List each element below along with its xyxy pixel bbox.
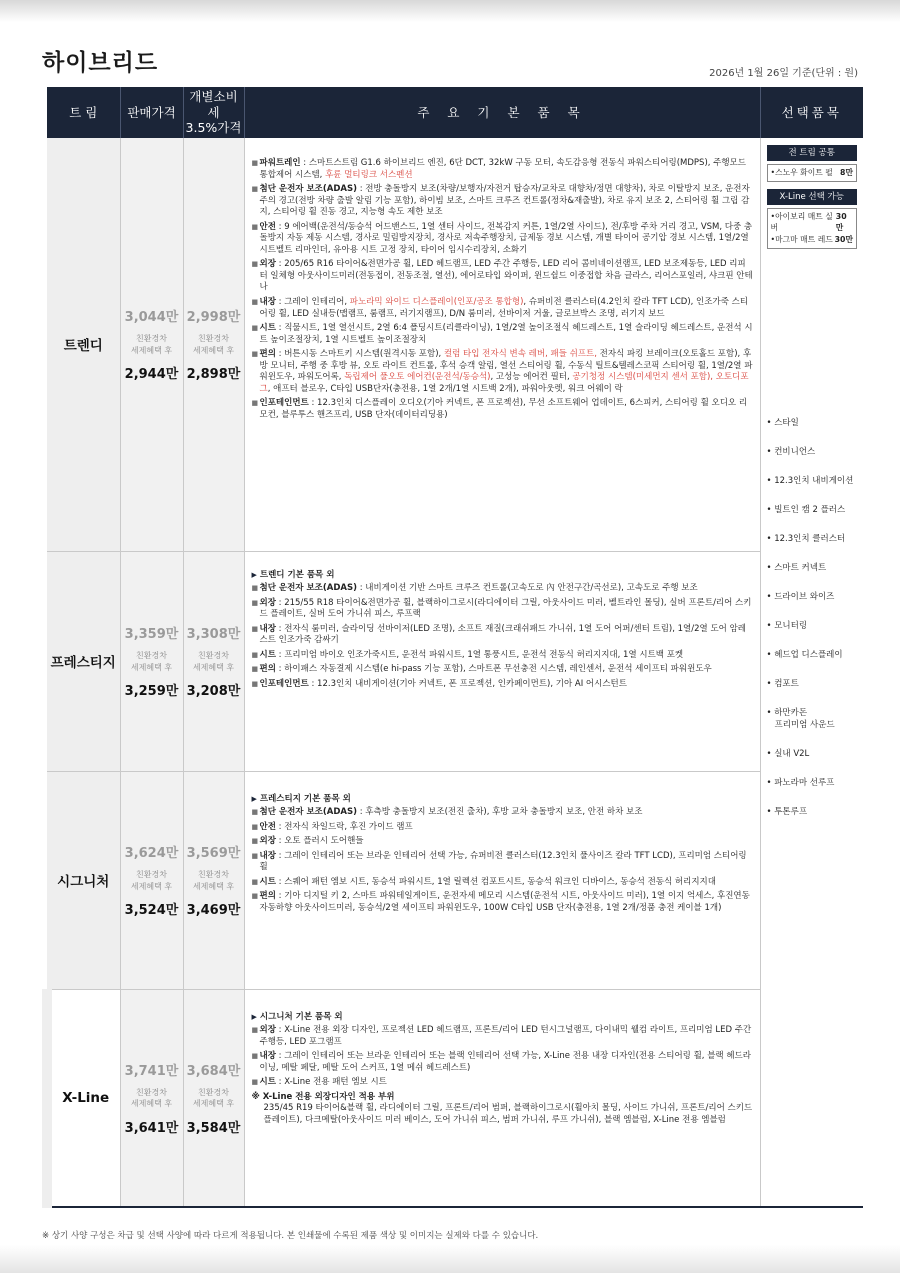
xline-note-label: ※ X-Line 전용 외장디자인 적용 부위 (251, 1091, 395, 1102)
base-features-note: ▶ 시그니처 기본 품목 외 (251, 1011, 343, 1022)
price-sub-label: 친환경차 세제혜택 후 (130, 1087, 173, 1109)
option-item: • 파노라마 선루프 (766, 777, 835, 788)
price-final: 3,641만 (124, 1120, 179, 1136)
option-list (767, 418, 869, 818)
price-sub-label: 친환경차 세제혜택 후 (130, 650, 173, 672)
feature-adas: ■ 첨단 운전자 보조(ADAS) : 전방 충돌방지 보조(차량/보행자/자전거 탑승자/교차로 대향차/정면 대향차), 차로 이탈방지 보조, 운전자 주의 경고(전방 차량 출발 알림 기능 포함), 하이빔 보조, 스마트 크루즈 컨트롤(정차&재출발), 차로 유지 보조 2, 스티어링 휠 그립 감지, 스티어링 휠 진동 경고, 지능형 속도 제한 보조 (251, 184, 750, 218)
tax-price-final: 3,584만 (186, 1120, 241, 1136)
feature-interior: ■ 내장 : 그레이 인테리어 또는 브라운 인테리어 또는 블랙 인테리어 선택 가능, X-Line 전용 내장 디자인(전용 스티어링 휠, 블랙 헤드라이닝, 메탈 페달, 메탈 도어 스커프, 1열 메쉬 헤드레스트) (251, 1051, 751, 1073)
table-row (47, 551, 863, 771)
trim-name: 트렌디 (47, 138, 120, 551)
option-item: • 실내 V2L (766, 748, 810, 759)
header-price: 판매가격 (120, 87, 183, 138)
feature-powertrain: ■ 파워트레인 : 스마트스트림 G1.6 하이브리드 엔진, 6단 DCT, 32kW 구동 모터, 속도감응형 전동식 파워스티어링(MDPS), 주행모드 통합제어 시스템, 후륜 멀티링크 서스펜션 (251, 158, 747, 180)
feature-infotainment: ■ 인포테인먼트 : 12.3인치 디스플레이 오디오(기아 커넥트, 폰 프로젝션), 무선 소프트웨어 업데이트, 6스피커, 스티어링 휠 오디오 리모컨, 블루투스 핸즈프리, USB 단자(데이터리딩용) (251, 398, 748, 420)
xline-note-text: 235/45 R19 타이어&블랙 휠, 라디에이터 그릴, 프론트/리어 범퍼, 블랙하이그로시(휠아치 몰딩, 사이드 가니쉬, 프론트/리어 스키드 플레이트), 다크메탈(아웃사이드 미러 베이스, 도어 가니쉬 피스, 범퍼 가니쉬, 루프 가니쉬), 블랙 엠블럼, X-Line 전용 엠블럼 (263, 1103, 753, 1125)
option-item: • 헤드업 디스플레이 (766, 650, 843, 661)
tax-price-value: 3,569만 (186, 845, 241, 861)
tax-price-cell (183, 989, 244, 1207)
base-features-note: ▶ 프레스티지 기본 품목 외 (251, 793, 351, 804)
table-header (47, 87, 863, 138)
feature-seat: ■ 시트 : 직물시트, 1열 열선시트, 2열 6:4 폴딩시트(리클라이닝), 1열/2열 높이조절식 헤드레스트, 1열 슬라이딩 헤드레스트, 운전석 시트 높이조절장치, 1열 시트벨트 높이조절장치 (251, 323, 753, 345)
trim-name: 시그니처 (47, 771, 120, 989)
tax-price-cell (183, 138, 244, 551)
table-row (47, 138, 863, 551)
features-trendy (244, 138, 760, 551)
options-xline-header: X-Line 선택 가능 (767, 189, 858, 205)
tax-price-final: 3,469만 (186, 903, 241, 919)
price-value: 3,044만 (124, 310, 179, 326)
header-features: 주 요 기 본 품 목 (244, 87, 760, 138)
features-prestige (244, 551, 760, 771)
features-xline (244, 989, 760, 1207)
options-common-header: 전 트림 공통 (767, 145, 858, 161)
feature-adas: ■ 첨단 운전자 보조(ADAS) : 후측방 충돌방지 보조(전진 출차), 후방 교차 충돌방지 보조, 안전 하차 보조 (251, 807, 643, 818)
options-column (760, 138, 863, 1207)
option-item: • 12.3인치 내비게이션 (766, 476, 854, 487)
feature-interior: ■ 내장 : 전자식 룸미러, 슬라이딩 선바이저(LED 조명), 소프트 재질(크래쉬패드 가니쉬, 1열 도어 어퍼/센터 트림), 1열/2열 도어 암레스트 인조가죽 감싸기 (251, 623, 746, 646)
features-signature (244, 771, 760, 989)
feature-convenience: ■ 편의 : 버튼시동 스마트키 시스템(원격시동 포함), 컬럼 타입 전자식 변속 레버, 패들 쉬프트, 전자식 파킹 브레이크(오토홀드 포함), 후방 모니터, 주행 중 후방 뷰, 오토 라이트 컨트롤, 후석 승객 알림, 열선 스티어링 휠, 수동식 틸트&텔레스코픽 스티어링 휠, 1열/2열 파워윈도우, 파워도어록, 독립제어 풀오토 에어컨(운전석/동승석), 고성능 에어컨 필터, 공기청정 시스템(미세먼지 센서 포함), 오토디포그, 애프터 블로우, C타입 USB단자(충전용, 1열 2개/1열 시트백 2개), 파워아웃렛, 워크 어웨이 락 (251, 349, 753, 394)
tax-price-value: 2,998만 (186, 310, 241, 326)
price-table (42, 87, 863, 1208)
price-final: 3,259만 (124, 684, 179, 700)
tax-sub-label: 친환경차 세제혜택 후 (192, 334, 235, 355)
price-value: 3,359만 (124, 626, 179, 642)
options-xline-box (767, 208, 858, 249)
option-item: • 하만카돈 (766, 708, 808, 719)
tax-sub-label: 친환경차 세제혜택 후 (192, 1087, 235, 1109)
option-color-item: •아이보리 매트 실버 30만 (770, 211, 847, 233)
price-value: 3,624만 (124, 845, 179, 861)
option-item: • 스마트 커넥트 (766, 563, 827, 574)
footnote: ※ 상기 사양 구성은 차급 및 선택 사양에 따라 다르게 적용됩니다. 본 인쇄물에 수록된 제품 색상 및 이미지는 실제와 다를 수 있습니다. (42, 1231, 539, 1241)
option-item: • 빌트인 캠 2 플러스 (766, 505, 846, 516)
feature-seat: ■ 시트 : 프리미엄 바이오 인조가죽시트, 운전석 파워시트, 1열 통풍시트, 운전석 전동식 허리지지대, 1열 시트백 포켓 (251, 649, 684, 660)
feature-interior: ■ 내장 : 그레이 인테리어, 파노라믹 와이드 디스플레이(인포/공조 통합형), 슈퍼비전 클러스터(4.2인치 칼라 TFT LCD), 인조가죽 스티어링 휠, LED 실내등(맵램프, 룸램프, 러기지램프), D/N 룸미러, 선바이저 거울, 글로브박스 조명, 러기지 보드 (251, 297, 749, 319)
feature-exterior: ■ 외장 : X-Line 전용 외장 디자인, 프로젝션 LED 헤드램프, 프론트/리어 LED 턴시그널램프, 다이내믹 웰컴 라이트, 프리미엄 LED 주간 주행등, LED 포그램프 (251, 1025, 752, 1047)
tax-price-value: 3,308만 (186, 626, 241, 642)
feature-convenience: ■ 편의 : 기아 디지털 키 2, 스마트 파워테일게이트, 운전자세 메모리 시스템(운전석 시트, 아웃사이드 미러), 1열 이지 억세스, 후진연동 자동하향 아웃사이드미러, 동승석/2열 세이프티 파워윈도우, 100W C타입 USB 단자(충전용, 1열 2개/정품 충전 케이블 1개) (251, 891, 750, 913)
xline-design-note (252, 1092, 754, 1127)
price-final: 3,524만 (124, 903, 179, 919)
price-final: 2,944만 (124, 367, 179, 383)
feature-interior: ■ 내장 : 그레이 인테리어 또는 브라운 인테리어 선택 가능, 슈퍼비전 클러스터(12.3인치 풀사이즈 칼라 TFT LCD), 프리미엄 스티어링 휠 (251, 850, 747, 873)
price-sub-label: 친환경차 세제혜택 후 (130, 334, 173, 355)
table-row (47, 771, 863, 989)
option-item: • 컨비니언스 (766, 447, 816, 458)
tax-sub-label: 친환경차 세제혜택 후 (192, 650, 235, 672)
option-color-item: •마그마 매트 레드 30만 (770, 235, 853, 245)
option-item: • 드라이브 와이즈 (766, 592, 835, 603)
price-value: 3,741만 (124, 1063, 179, 1079)
tax-price-final: 3,208만 (186, 684, 241, 700)
feature-exterior: ■ 외장 : 205/65 R16 타이어&전면가공 휠, LED 헤드램프, LED 주간 주행등, LED 리어 콤비네이션램프, LED 보조제동등, LED 리피터 일체형 아웃사이드미러(전동접이, 전동조절, 열선), 에어로타입 와이퍼, 윈드쉴드 이중접합 차음 글라스, 리어스포일러, 샤크핀 안테나 (251, 259, 753, 293)
header-tax-price: 개별소비세 3.5%가격 (183, 87, 244, 138)
option-item: • 컴포트 (766, 679, 799, 690)
feature-safety: ■ 안전 : 전자식 차일드락, 후진 가이드 램프 (251, 821, 413, 832)
price-cell (120, 771, 183, 989)
price-cell (120, 138, 183, 551)
option-item: • 모니터링 (766, 621, 808, 632)
option-color-item: •스노우 화이트 펄 8만 (770, 168, 853, 177)
feature-exterior: ■ 외장 : 215/55 R18 타이어&전면가공 휠, 블랙하이그로시(라디에이터 그릴, 아웃사이드 미러, 벨트라인 몰딩), 실버 프론트/리어 스키드 플레이트, 실버 도어 가니쉬 피스, 루프랙 (251, 597, 752, 620)
feature-seat: ■ 시트 : 스퀘어 패턴 엠보 시트, 동승석 파워시트, 1열 릴렉션 컴포트시트, 동승석 워크인 디바이스, 동승석 전동식 허리지지대 (251, 876, 716, 887)
trim-name: X-Line (47, 989, 120, 1207)
tax-price-cell (183, 551, 244, 771)
feature-convenience: ■ 편의 : 하이패스 자동결제 시스템(e hi-pass 기능 포함), 스마트폰 무선충전 시스템, 레인센서, 운전석 세이프티 파워윈도우 (251, 664, 712, 675)
price-cell (120, 551, 183, 771)
feature-exterior: ■ 외장 : 오토 플러시 도어핸들 (251, 836, 364, 847)
feature-adas: ■ 첨단 운전자 보조(ADAS) : 내비게이션 기반 스마트 크루즈 컨트롤(고속도로 內 안전구간/곡선로), 고속도로 주행 보조 (251, 583, 698, 594)
base-features-note: ▶ 트렌디 기본 품목 외 (251, 569, 335, 580)
table-row (47, 989, 863, 1207)
option-item: • 12.3인치 클러스터 (766, 534, 846, 545)
date-note: 2026년 1월 26일 기준(단위 : 원) (709, 68, 858, 79)
page-title: 하이브리드 (42, 50, 159, 76)
tax-price-value: 3,684만 (186, 1063, 241, 1079)
tax-price-final: 2,898만 (186, 367, 241, 383)
tax-sub-label: 친환경차 세제혜택 후 (192, 869, 235, 891)
feature-infotainment: ■ 인포테인먼트 : 12.3인치 내비게이션(기아 커넥트, 폰 프로젝션, 인카페이먼트), 기아 AI 어시스턴트 (251, 678, 627, 689)
option-item: • 투톤루프 (766, 806, 808, 817)
feature-safety: ■ 안전 : 9 에어백(운전석/동승석 어드밴스드, 1열 센터 사이드, 전복감지 커튼, 1열/2열 사이드), 전/후방 주차 거리 경고, VSM, 다중 충돌방지 자동 제동 시스템, 경사로 밀림방지장치, 경사로 저속주행장치, 급제동 경보 시스템, 개별 타이어 공기압 경보 시스템, 1열/2열 시트벨트 리마인더, 유아용 시트 고정 장치, 타이어 임시수리장치, 소화기 (251, 221, 753, 255)
options-common-box (767, 164, 858, 182)
feature-seat: ■ 시트 : X-Line 전용 패턴 엠보 시트 (251, 1077, 387, 1088)
price-cell (120, 989, 183, 1207)
trim-name: 프레스티지 (47, 551, 120, 771)
option-item: • 스타일 (766, 418, 799, 428)
tax-price-cell (183, 771, 244, 989)
price-sub-label: 친환경차 세제혜택 후 (130, 869, 173, 891)
header-trim: 트 림 (47, 87, 120, 138)
option-item-continued: 프리미엄 사운드 (774, 719, 835, 730)
header-options: 선택품목 (760, 87, 863, 138)
